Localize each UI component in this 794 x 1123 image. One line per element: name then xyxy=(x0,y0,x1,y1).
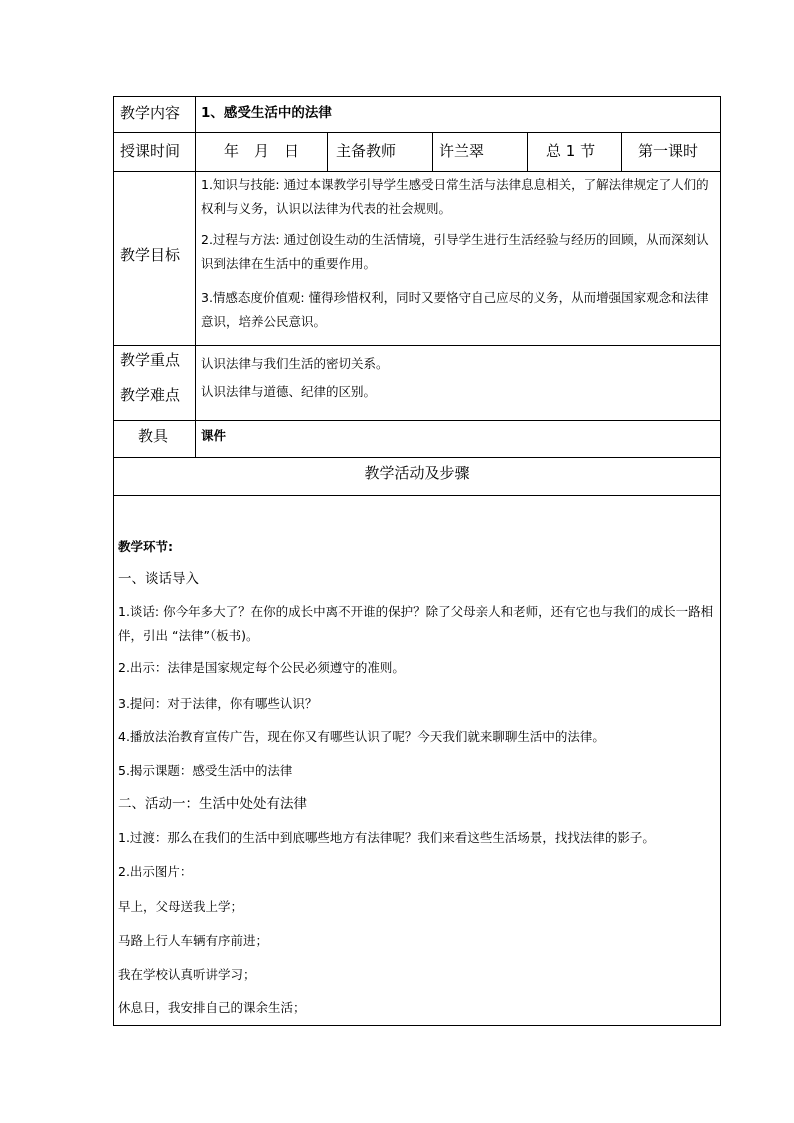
difficulty-value: 认识法律与道德、纪律的区别。 xyxy=(201,384,377,399)
focus-label: 教学重点 xyxy=(120,351,181,369)
section-intro: 一、谈话导入 xyxy=(118,571,199,587)
activities-heading: 教学环节: xyxy=(118,539,173,554)
lesson-plan-table xyxy=(113,96,721,1026)
content-label: 教学内容 xyxy=(120,104,181,122)
column-divider xyxy=(195,97,196,457)
total-sections: 总 1 节 xyxy=(546,142,596,160)
row-divider xyxy=(114,495,720,496)
lesson-number: 第一课时 xyxy=(638,142,699,160)
date-field: 年 月 日 xyxy=(224,142,300,160)
step-item: 5.揭示课题：感受生活中的法律 xyxy=(118,763,293,778)
difficulty-label: 教学难点 xyxy=(120,386,181,404)
scene-item: 早上，父母送我上学； xyxy=(118,899,244,914)
tools-label: 教具 xyxy=(138,427,169,445)
row-divider xyxy=(114,457,720,458)
objective-process: 2.过程与方法: 通过创设生动的生活情境，引导学生进行生活经验与经历的回顾，从而深刻认识到法律在生活中的重要作用。 xyxy=(201,232,709,271)
row-divider xyxy=(114,132,720,133)
teacher-name: 许兰翠 xyxy=(439,142,485,160)
lesson-title: 1、感受生活中的法律 xyxy=(201,105,332,121)
column-divider xyxy=(527,132,528,171)
focus-value: 认识法律与我们生活的密切关系。 xyxy=(201,356,389,371)
scene-item: 休息日，我安排自己的课余生活； xyxy=(118,1000,306,1015)
column-divider xyxy=(327,132,328,171)
column-divider xyxy=(432,132,433,171)
objectives-label: 教学目标 xyxy=(120,246,181,264)
scene-item: 马路上行人车辆有序前进； xyxy=(118,933,269,948)
step-item: 3.提问：对于法律，你有哪些认识？ xyxy=(118,696,318,711)
scene-item: 我在学校认真听讲学习； xyxy=(118,967,256,982)
objective-knowledge: 1.知识与技能: 通过本课教学引导学生感受日常生活与法律息息相关，了解法律规定了人们的权利与义务，认识以法律为代表的社会规则。 xyxy=(201,177,709,216)
section-activity-one: 二、活动一：生活中处处有法律 xyxy=(118,796,307,812)
objective-attitude: 3.情感态度价值观: 懂得珍惜权利，同时又要恪守自己应尽的义务，从而增强国家观念和法律意识，培养公民意识。 xyxy=(201,290,709,329)
column-divider xyxy=(621,132,622,171)
step-item: 2.出示图片： xyxy=(118,864,193,879)
time-label: 授课时间 xyxy=(120,142,181,160)
tools-value: 课件 xyxy=(201,428,227,443)
step-item: 1.谈话: 你今年多大了？在你的成长中离不开谁的保护？除了父母亲人和老师，还有它也与我们的成长一路相伴，引出 “法律”（板书)。 xyxy=(118,604,714,643)
step-item: 1.过渡：那么在我们的生活中到底哪些地方有法律呢？我们来看这些生活场景，找找法律的影子。 xyxy=(118,830,655,845)
step-item: 4.播放法治教育宣传广告，现在你又有哪些认识了呢？今天我们就来聊聊生活中的法律。 xyxy=(118,729,605,744)
row-divider xyxy=(114,171,720,172)
teacher-label: 主备教师 xyxy=(336,142,397,160)
step-item: 2.出示：法律是国家规定每个公民必须遵守的准则。 xyxy=(118,660,405,675)
activities-title: 教学活动及步骤 xyxy=(364,464,470,482)
row-divider xyxy=(114,420,720,421)
row-divider xyxy=(114,345,720,346)
